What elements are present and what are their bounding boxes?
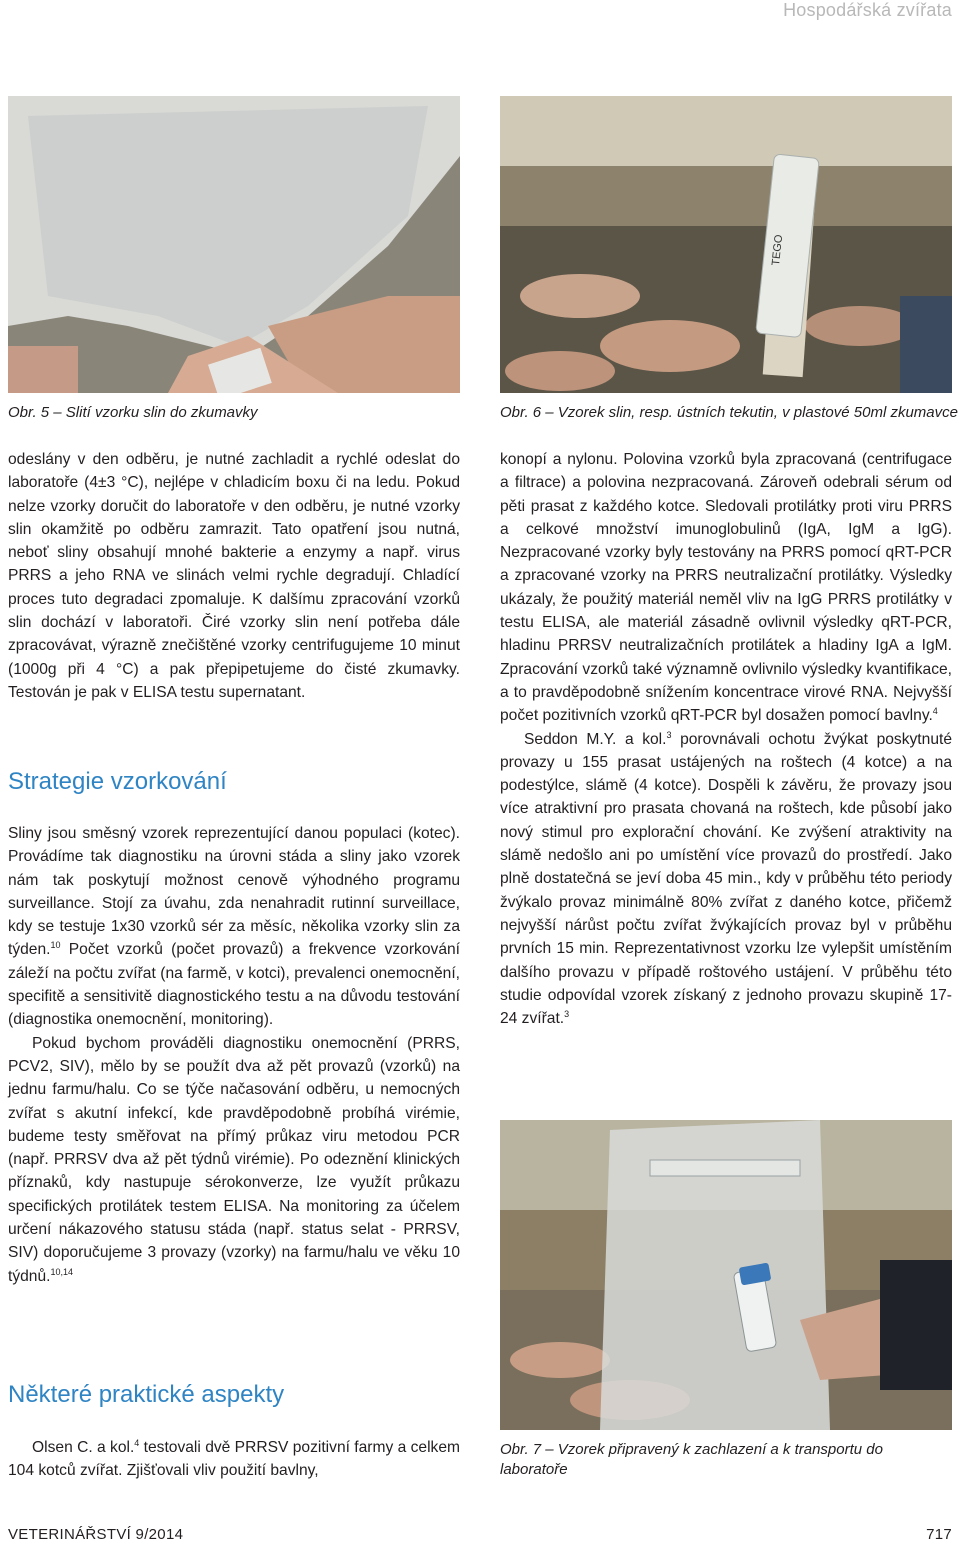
journal-section-header: Hospodářská zvířata <box>783 0 952 20</box>
figure-6-caption: Obr. 6 – Vzorek slin, resp. ústních tekutin, v plastové 50ml zkumavce <box>500 404 958 421</box>
paragraph-olsen-study: Olsen C. a kol.$^4$ testovali dvě PRRSV pozitivní farmy a celkem 104 kotců zvířat. Zjišťovali vliv použití bavlny, <box>8 1438 461 1480</box>
figure-7-caption: Obr. 7 – Vzorek připravený k zachlazení a k transportu do laboratoře <box>500 1441 883 1478</box>
photo-tube-in-barn <box>500 96 952 393</box>
tube-label: TEGO <box>770 234 786 267</box>
reference-marker: 3 <box>666 729 672 740</box>
section-heading-sampling-strategy: Strategie vzorkování <box>8 768 227 795</box>
paragraph-saliva-mixed-sample: Sliny jsou směsný vzorek reprezentující danou populaci (kotec). Provádíme tak diagnostiku na úrovni stáda a sliny jako vzorek nám tak poskytují možnost cenově výhodného programu surveillance. Stojí za úvahu, zda nenahradit rutinní surveillace, kdy se testuje 1x30 vzorků sér za měsíc, několika vzorky slin za týden.$^{10}$ Počet vzorků (počet provazů) a frekvence vzorkování záleží na počtu zvířat (na farmě, v kotci), prevalenci onemocnění, specifitě a sensitivitě diagnostického testu a na důvodu testování (diagnostika onemocnění, monitoring). <box>8 825 460 1029</box>
paragraph-diagnostics: Pokud bychom prováděli diagnostiku onemocnění (PRRS, PCV2, SIV), mělo by se použít dva až pět provazů (vzorků) na jednu farmu/halu. Co se týče načasování odběru, u nemocných zvířat s akutní infekcí, kde pravděpodobně probíhá virémie, budeme testy směřovat na přímý průkaz viru metodou PCR (např. PRRSV dva až pět týdnů virémie). Po odeznění klinických příznaků, kdy nastupuje sérokonverze, lze využít průkazu specifických protilátek testem ELISA. Na monitoring za účelem určení nákazového statusu stáda (např. status selat - PRRSV, SIV) doporučujeme 3 provazy (vzorky) na farmu/halu ve věku 10 týdnů.$^{10,14}$ <box>8 1034 460 1285</box>
left-column-bottom <box>8 1436 460 1483</box>
reference-marker: 4 <box>134 1438 140 1448</box>
figure-5-caption: Obr. 5 – Slití vzorku slin do zkumavky <box>8 404 258 421</box>
reference-marker: 3 <box>564 1009 570 1020</box>
reference-marker: 10,14 <box>50 1266 74 1277</box>
footer-journal-issue: VETERINÁŘSTVÍ 9/2014 <box>8 1526 184 1543</box>
left-column-middle <box>8 822 460 1288</box>
page-number: 717 <box>926 1526 952 1543</box>
paragraph-seddon-study: Seddon M.Y. a kol.$^3$ porovnávali ochotu žvýkat poskytnuté provazy u 155 prasat ustájených na roštech (4 kotce) a na podestýlce, slámě (4 kotce). Dospěli k závěru, že provazy jsou více atraktivní pro prasata chovaná na roštech, kde působí jako nový stimul pro explorační chování. Ke zvýšení atraktivity na slámě nedošlo ani po umístění více provazů do prostředí. Jako plně dostatečná se jeví doba 45 min., kdy v průběhu této periody žvýkalo provaz minimálně 80% zvířat z daného kotce, přičemž nejvyšší nárůst počtu zvířat žvýkajících provaz byl v průběhu prvních 15 min. Reprezentativnost vzorku lze vylepšit umístěním dalšího provazu v případě roštového ustájení. V průběhu této studie odpovídal vzorek získaný z jednoho provazu skupině 17-24 zvířat.$^3$ <box>500 729 952 1028</box>
photo-saliva-pouring <box>8 96 460 393</box>
right-column-text <box>500 448 952 1030</box>
paragraph-material-results: konopí a nylonu. Polovina vzorků byla zpracovaná (centrifugace a filtrace) a polovina nezpracovaná. Zároveň odebrali sérum od pěti prasat z každého kotce. Sledovali protilátky proti viru PRRS a celkové množství imunoglobulinů (IgA, IgM a IgG). Nezpracované vzorky byly testovány na PRRS pomocí qRT-PCR a zpracované vzorky na PRRS neutralizační protilátky. Výsledky ukázaly, že použitý materiál neměl vliv na IgG PRRS protilátky v testu ELISA, ale materiál zásadně ovlivnil výsledky qRT-PCR, hladinu PRRSV neutralizačních protilátek a hladiny IgA a IgM. Zpracování vzorků také významně ovlivnilo výsledky kvantifikace, a to pravděpodobně snížením koncentrace virové RNA. Nejvyšší počet pozitivních vzorků qRT-PCR byl dosažen pomocí bavlny.$^4$ <box>500 451 952 725</box>
left-column-top <box>8 448 460 704</box>
reference-marker: 4 <box>932 706 938 717</box>
reference-marker: 10 <box>50 940 61 951</box>
paragraph-sample-cooling: odeslány v den odběru, je nutné zachladit a rychlé odeslat do laboratoře (4±3 °C), nejlépe v chladicím boxu či na ledu. Pokud nelze vzorky doručit do laboratoře v den odběru, je nutné vzorky slin okamžitě po odběru zamrazit. Tato opatření jsou nutná, neboť sliny obsahují mnohé bakterie a enzymy a např. virus PRRS a jeho RNA ve slinách velmi rychle degradují. Chladící proces tuto degradaci zpomaluje. K dalšímu zpracování vzorků slin dochází v laboratoři. Čiré vzorky slin není potřeba dále zpracovávat, výrazně znečištěné vzorky centrifugujeme 10 minut (1000g při 4 °C) a pak přepipetujeme do čisté zkumavky. Testován je pak v ELISA testu supernatant. <box>8 451 460 701</box>
photo-sample-bag <box>500 1120 952 1430</box>
section-heading-practical-aspects: Některé praktické aspekty <box>8 1381 285 1408</box>
